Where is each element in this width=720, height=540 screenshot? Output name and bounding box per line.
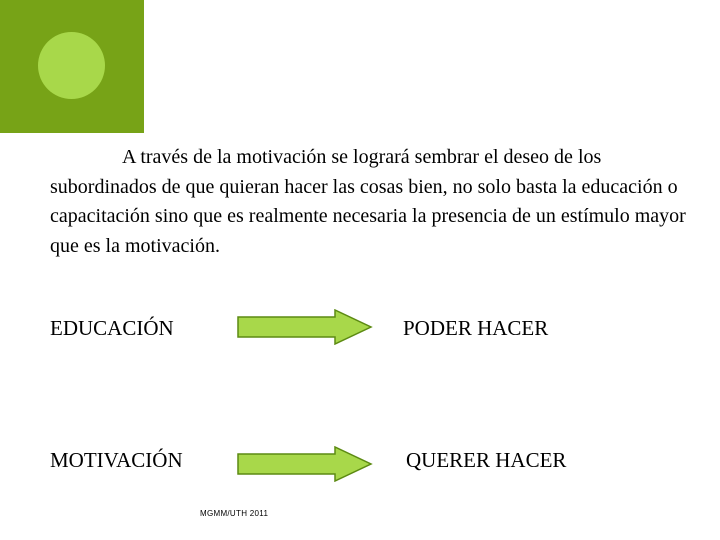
paragraph-text: A través de la motivación se logrará sembrar el deseo de los subordinados de que quieran hacer las cosas bien, no solo basta la educación o capacitación sino que es realmente necesaria la presencia de un estímulo mayor que es la motivación. — [50, 146, 686, 257]
right-arrow-icon — [237, 309, 373, 345]
row-2-left-label: MOTIVACIÓN — [50, 448, 183, 472]
body-paragraph — [50, 143, 690, 261]
row-1-left-label: EDUCACIÓN — [50, 316, 174, 340]
corner-circle-decoration — [38, 32, 105, 99]
row-2-right-label: QUERER HACER — [406, 448, 567, 472]
right-arrow-icon — [237, 446, 373, 482]
footer-credit: MGMM/UTH 2011 — [200, 509, 269, 518]
row-1-right-label: PODER HACER — [403, 316, 549, 340]
